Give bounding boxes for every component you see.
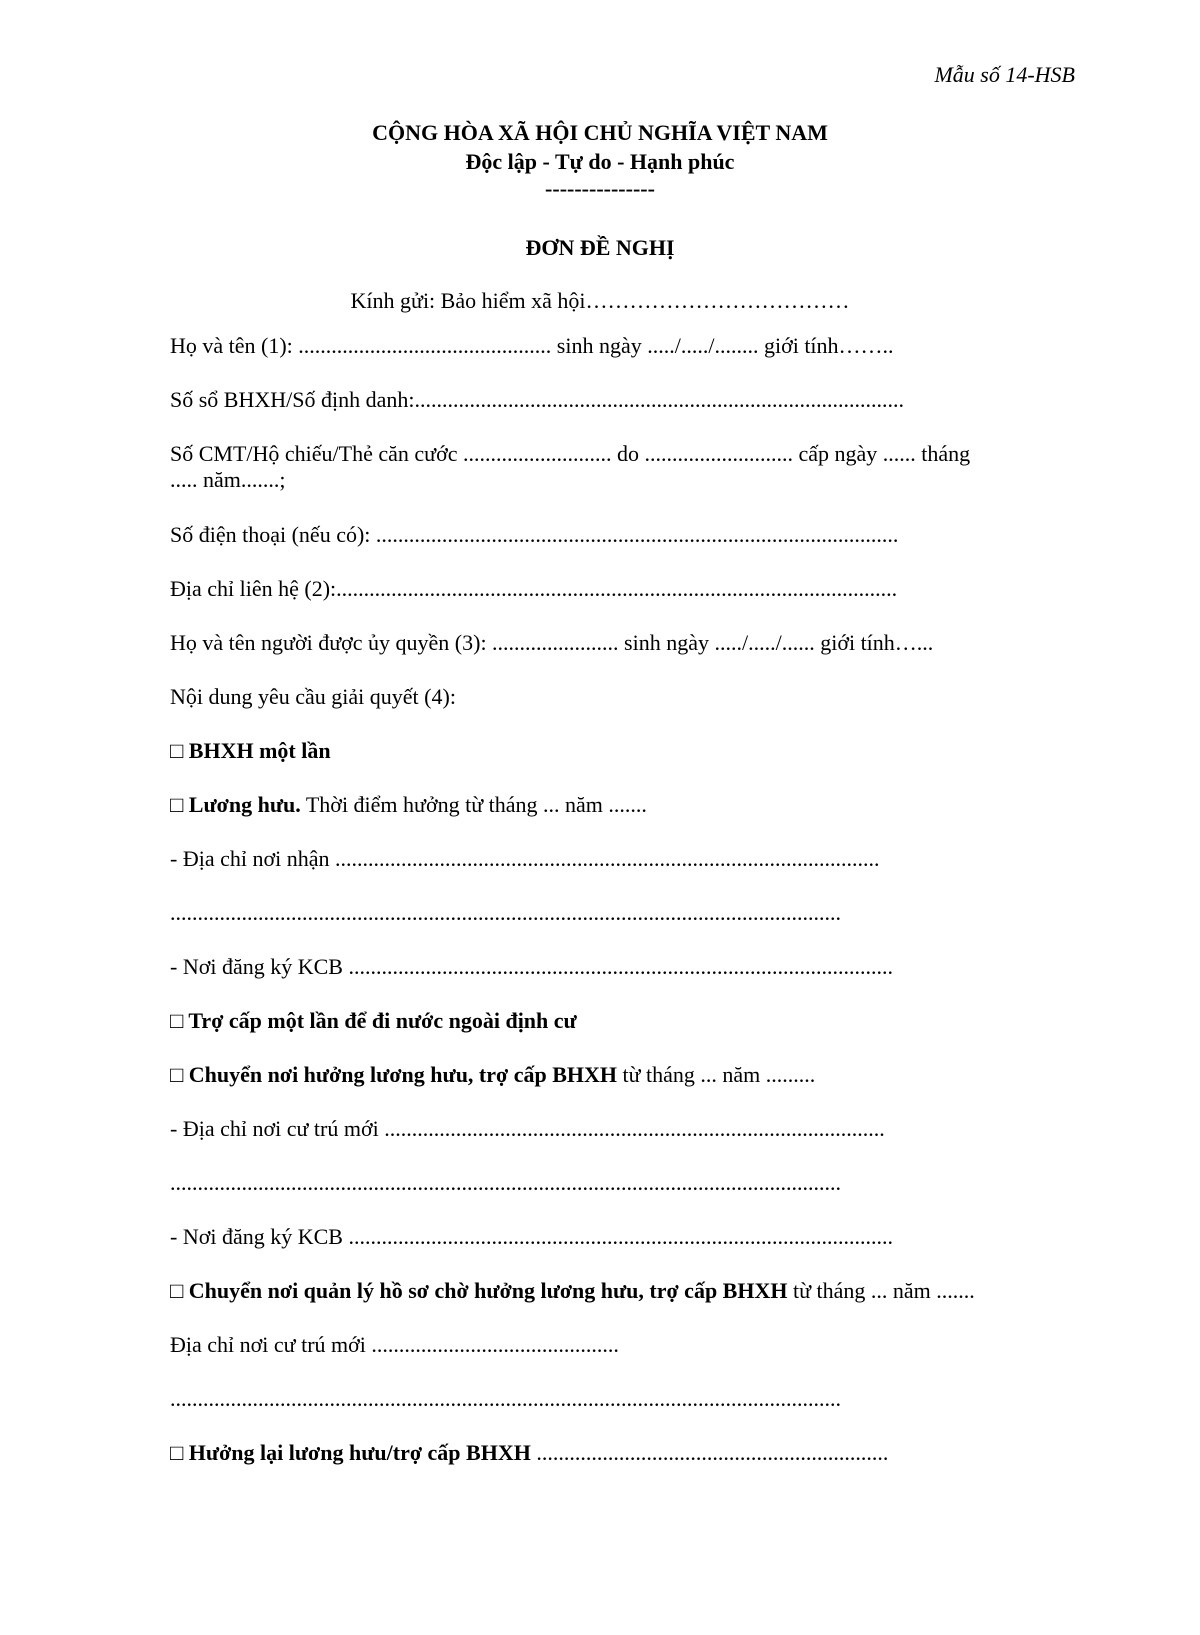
social-insurance-number-line: Số sổ BHXH/Số định danh:......................................................................................... (170, 387, 904, 412)
request-content-label: Nội dung yêu cầu giải quyết (4): (170, 684, 456, 709)
option-transfer-records (170, 1278, 1070, 1304)
option-transfer-benefit (170, 1062, 1070, 1088)
option-emigration-allowance: □ Trợ cấp một lần để đi nước ngoài định cư (170, 1008, 577, 1033)
option-pension-detail: Thời điểm hưởng từ tháng ... năm ....... (300, 792, 647, 817)
option-transfer-benefit-label: □ Chuyển nơi hưởng lương hưu, trợ cấp BHXH (170, 1062, 617, 1087)
transfer-new-address-line: - Địa chỉ nơi cư trú mới ........................................................................................... (170, 1116, 885, 1141)
authorized-person-line: Họ và tên người được ủy quyền (3): ....................... sinh ngày ...../...../...... giới tính…... (170, 630, 934, 655)
recipient-line: Kính gửi: Bảo hiểm xã hội……………………………… (350, 288, 850, 313)
option-pension-label: □ Lương hưu. (170, 792, 301, 817)
option-transfer-benefit-detail: từ tháng ... năm ......... (617, 1062, 816, 1087)
pension-receive-address-continued: .......................................................................................................................... (170, 900, 841, 925)
id-card-line-continued: ..... năm.......; (170, 467, 286, 492)
option-transfer-records-label: □ Chuyển nơi quản lý hồ sơ chờ hưởng lương hưu, trợ cấp BHXH (170, 1278, 788, 1303)
id-card-line: Số CMT/Hộ chiếu/Thẻ căn cước ........................... do ........................... cấp ngày ...... tháng (170, 441, 971, 466)
option-pension (170, 792, 1070, 818)
transfer-kcb-line: - Nơi đăng ký KCB ................................................................................................... (170, 1224, 893, 1249)
country-name: CỘNG HÒA XÃ HỘI CHỦ NGHĨA VIỆT NAM (372, 120, 828, 145)
transfer-new-address-continued: .......................................................................................................................... (170, 1170, 841, 1195)
pension-kcb-line: - Nơi đăng ký KCB ................................................................................................... (170, 954, 893, 979)
records-new-address-line: Địa chỉ nơi cư trú mới ............................................. (170, 1332, 619, 1357)
document-title: ĐƠN ĐỀ NGHỊ (525, 235, 675, 260)
option-one-time-bhxh: □ BHXH một lần (170, 738, 331, 763)
phone-line: Số điện thoại (nếu có): ............................................................................................... (170, 522, 899, 547)
option-resume-benefit (170, 1440, 1070, 1466)
full-name-line: Họ và tên (1): .............................................. sinh ngày ...../...../........ giới tính…….. (170, 333, 894, 358)
national-motto: Độc lập - Tự do - Hạnh phúc (465, 149, 735, 174)
pension-receive-address-line: - Địa chỉ nơi nhận ................................................................................................... (170, 846, 880, 871)
records-new-address-continued: .......................................................................................................................... (170, 1386, 841, 1411)
option-transfer-records-detail: từ tháng ... năm ....... (787, 1278, 975, 1303)
contact-address-line: Địa chỉ liên hệ (2):...................................................................................................... (170, 576, 898, 601)
form-number: Mẫu số 14-HSB (934, 62, 1075, 87)
option-resume-benefit-detail: ................................................................ (530, 1440, 889, 1465)
option-resume-benefit-label: □ Hưởng lại lương hưu/trợ cấp BHXH (170, 1440, 531, 1465)
header-divider: --------------- (545, 176, 655, 201)
